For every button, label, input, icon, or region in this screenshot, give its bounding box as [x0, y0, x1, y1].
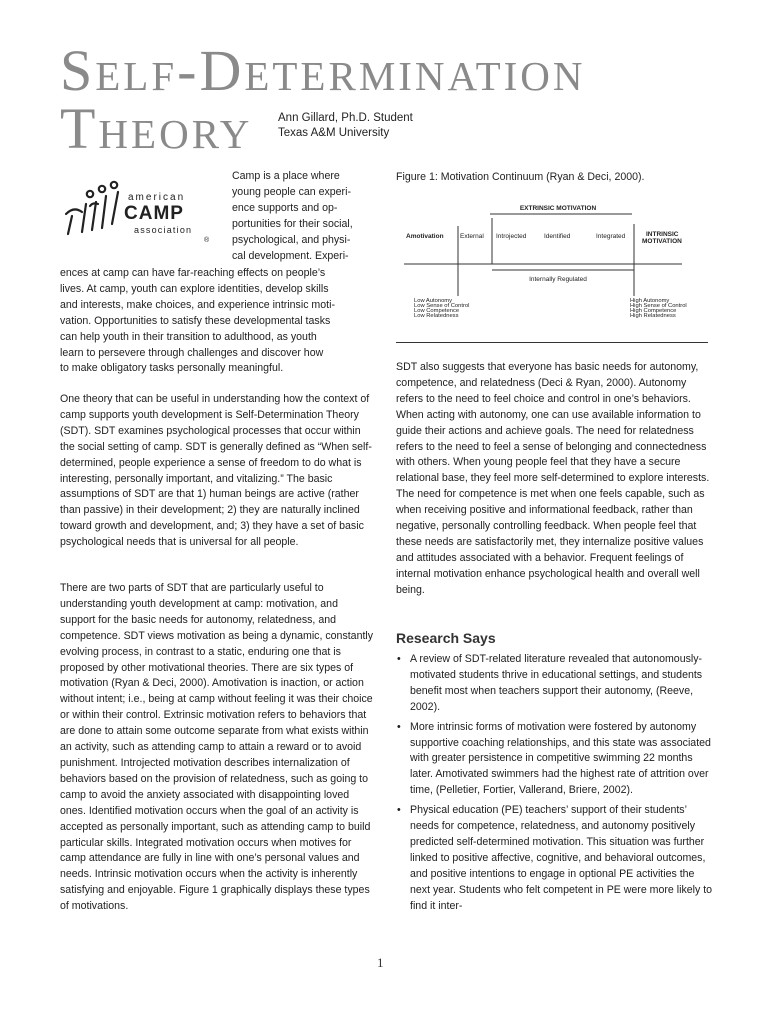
- list-item: [396, 803, 714, 914]
- external-label: External: [460, 233, 484, 240]
- bullet-icon: •: [397, 720, 401, 733]
- high-attribute: High Relatedness: [630, 313, 676, 319]
- aca-logo: [60, 176, 220, 246]
- high-attribute: High Competence: [630, 308, 677, 314]
- high-attribute: High Autonomy: [630, 298, 670, 304]
- intro-line: can help youth in their transition to adulthood, as youth: [60, 330, 317, 343]
- title-line-2: Theory: [60, 96, 253, 161]
- intrinsic-label: INTRINSIC: [646, 231, 679, 238]
- integrated-label: Integrated: [596, 233, 626, 240]
- intro-line: cal development. Experi-: [232, 249, 349, 262]
- list-item-text: A review of SDT-related literature revealed that autonomously-motivated students thrive in educational settings, and students benefit most when teachers support their autonomy, (Reeve, 2002).: [410, 653, 703, 713]
- paragraph-text: There are two parts of SDT that are particularly useful to understanding youth development at camp: motivation, and support for the basic needs for autonomy, relatedness, and competence. SDT views motivation as being a dynamic, constantly evolving process, in contrast to a static, enduring one that is proposed by other motivational theories. There are six types of motivation (Ryan & Deci, 2000). Amotivation is inaction, or action without intent; i.e., being at camp without feeling it was their choice or within their control. Extrinsic motivation refers to behaviors that are done to attain some outcome separate from what exists within an activity, such as attending camp to attain a reward or to avoid punishment. Introjected motivation describes internalization of behaviors based on the provision of relatedness, such as going to camp to avoid the anxiety associated with disappointing loved ones. Identified motivation occurs when the goal of an activity is accepted as personally important, such as attending camp to build particular skills. Integrated motivation occurs when motives for camp attendance are fully in line with one’s personal values and needs. Intrinsic motivation occurs when the activity is inherently satisfying and enjoyable. Figure 1 graphically displays these types of motivations.: [60, 582, 374, 913]
- paragraph-text: SDT also suggests that everyone has basic needs for autonomy, competence, and relatedness (Deci & Ryan, 2000). Autonomy refers to the need to feel choice and control in one’s behaviors. When acting with autonomy, one can use available information to guide their actions and achieve goals. The need for relatedness refers to the need to feel a sense of belonging and connectedness with others. When young people feel that they have a secure relational base, they feel more self-determined to explore interests. The need for competence is met when one feels capable, such as when receiving positive and informational feedback, rather than negative, personally controlling feedback. When people feel that these needs are satisfactorily met, they internalize positive values and attitudes associated with a behavior. Frequent feelings of internal motivation enhance psychological health and overall well being.: [396, 361, 710, 596]
- intro-line: Camp is a place where: [232, 170, 340, 182]
- author-name: Ann Gillard, Ph.D. Student: [278, 112, 413, 124]
- intrinsic-label: MOTIVATION: [642, 238, 682, 245]
- logo-word-american: american: [128, 192, 186, 203]
- research-list: [396, 652, 714, 919]
- bullet-icon: •: [397, 804, 401, 817]
- bullet-icon: •: [397, 653, 401, 665]
- paragraph-basic-needs: [396, 360, 712, 599]
- intro-line: vation. Opportunities to satisfy these developmental tasks: [60, 314, 331, 327]
- intro-line: ence supports and op-: [232, 201, 338, 214]
- page-number: 1: [377, 955, 384, 970]
- amotivation-label: Amotivation: [406, 233, 444, 240]
- introjected-label: Introjected: [496, 233, 527, 240]
- list-item-text: Physical education (PE) teachers’ support of their students’ needs for competence, relatedness, and autonomy positively predicted self-determined motivation. This situation was further linked to positive affective, cognitive, and behavioral outcomes, and positive intentions to engage in optional PE activities the next year. Students who felt competent in PE were more likely to find it inter-: [410, 804, 713, 912]
- extrinsic-label: EXTRINSIC MOTIVATION: [519, 205, 597, 212]
- low-attribute: Low Autonomy: [414, 298, 453, 304]
- intro-line: portunities for their social,: [232, 217, 353, 230]
- low-attribute: Low Sense of Control: [414, 303, 470, 309]
- high-attribute: High Sense of Control: [630, 303, 687, 309]
- internally-regulated-label: Internally Regulated: [529, 276, 587, 283]
- author-affiliation: Texas A&M University: [278, 127, 390, 139]
- list-item: [396, 720, 714, 800]
- figure-caption: Figure 1: Motivation Continuum (Ryan & Deci, 2000).: [396, 171, 645, 183]
- list-item-text: More intrinsic forms of motivation were fostered by autonomy supportive coaching relationships, and this state was associated with greater persistence in competitive swimming 22 months later. Amotivated swimmers had the highest rate of attrition over time, (Pelletier, Fortier, Vallerand, Briere, 2002).: [410, 720, 711, 797]
- author-block: [278, 111, 413, 141]
- intro-full-text: [60, 266, 374, 377]
- list-item: [396, 652, 714, 716]
- intro-line: and interests, make choices, and experience intrinsic moti-: [60, 298, 335, 311]
- intro-line: lives. At camp, youth can explore identities, develop skills: [60, 282, 329, 295]
- intro-right-text: [232, 169, 374, 264]
- intro-line: ences at camp can have far-reaching effects on people’s: [60, 267, 326, 279]
- intro-line: psychological, and physi-: [232, 233, 351, 246]
- identified-label: Identified: [544, 233, 571, 240]
- low-attribute: Low Competence: [414, 308, 460, 314]
- logo-word-association: association: [134, 225, 193, 235]
- title-line-1: Self-Determination: [60, 38, 586, 103]
- intro-line: to make obligatory tasks personally meaningful.: [60, 362, 284, 375]
- intro-line: young people can experi-: [232, 185, 351, 198]
- paragraph-motivation-types: [60, 581, 374, 915]
- low-attribute: Low Relatedness: [414, 313, 459, 319]
- paragraph-text: One theory that can be useful in understanding how the context of camp supports youth development is Self-Determination Theory (SDT). SDT examines psychological processes that occur within the social setting of camp. SDT is generally defined as “When self-determined, people experience a sense of freedom to do what is interesting, personally important, and vitalizing.” The basic assumptions of SDT are that 1) human beings are active (rather than passive) in their development; 2) they are naturally inclined toward growth and development, and; 3) they have a set of basic psychological needs that is universal for all people.: [60, 393, 372, 549]
- intro-line: learn to persevere through challenges and discover how: [60, 346, 324, 359]
- logo-registered-mark: ®: [204, 237, 210, 244]
- logo-word-camp: CAMP: [124, 203, 184, 224]
- motivation-continuum-figure: [396, 196, 708, 331]
- figure-divider: [396, 342, 708, 343]
- paragraph-sdt-definition: [60, 392, 374, 551]
- research-heading: Research Says: [396, 630, 496, 646]
